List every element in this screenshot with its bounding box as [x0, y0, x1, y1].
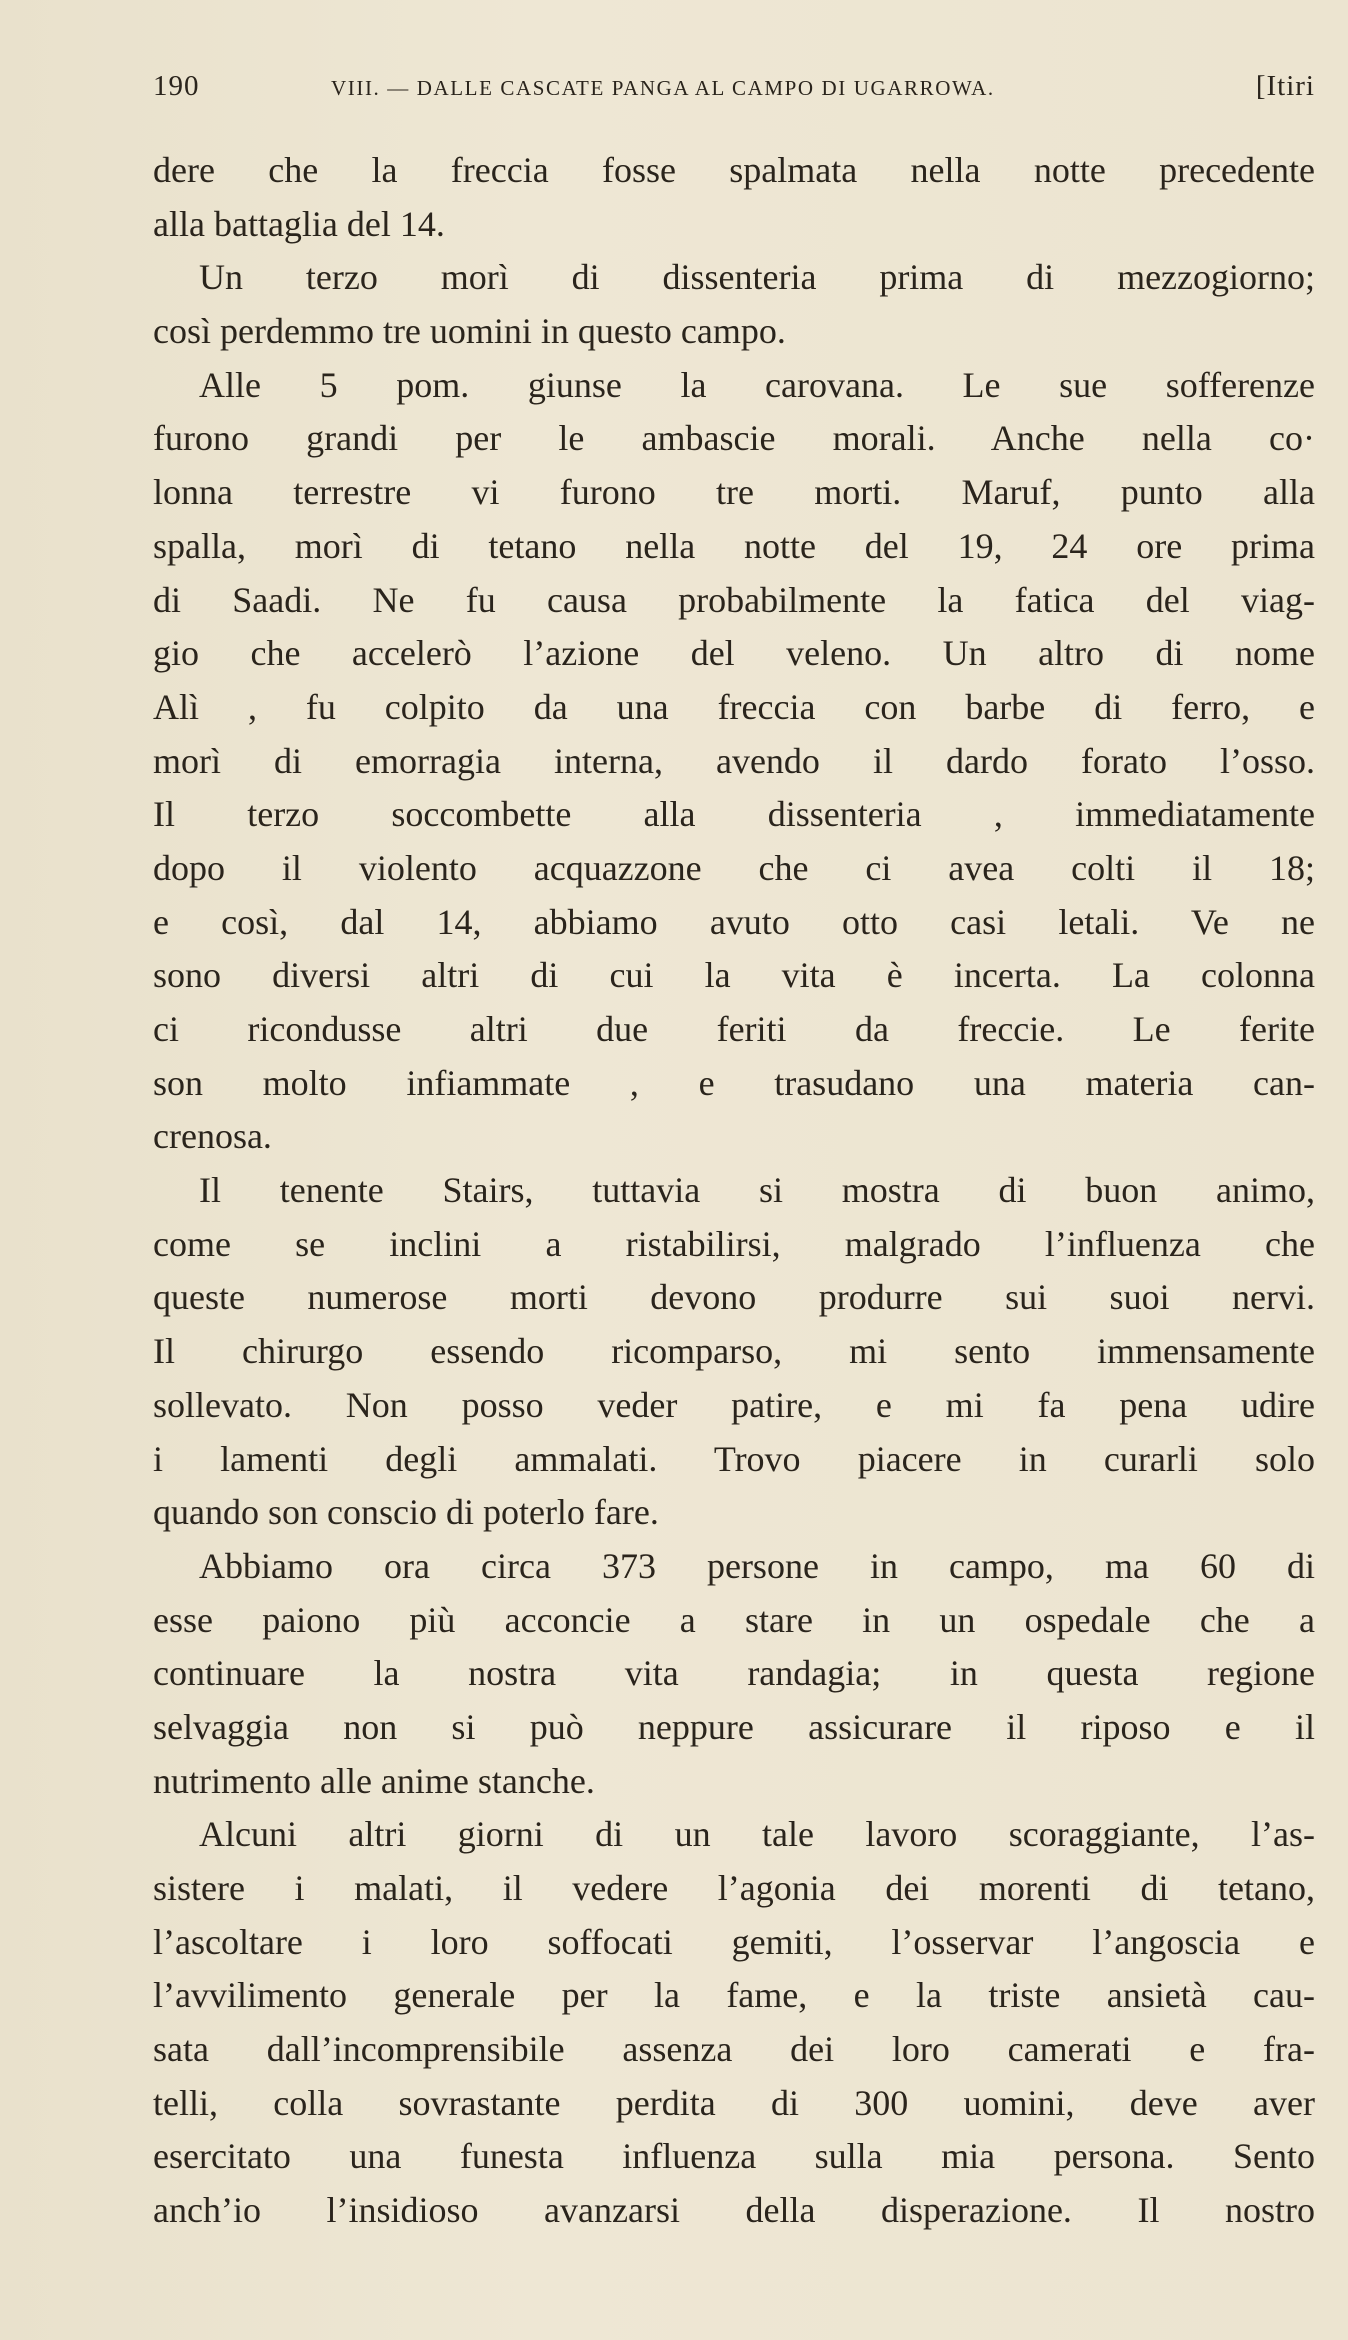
text-line: ci ricondusse altri due feriti da freccie. Le ferite	[153, 1009, 1315, 1049]
section-marker: [Itiri	[1255, 70, 1315, 102]
text-line: come se inclini a ristabilirsi, malgrado l’influenza che	[153, 1223, 1315, 1264]
text-line: quando son conscio di poterlo fare.	[153, 1492, 659, 1533]
running-head	[153, 70, 1315, 114]
text-line: sono diversi altri di cui la vita è incerta. La colonna	[153, 955, 1315, 996]
text-line: e così, dal 14, abbiamo avuto otto casi letali. Ve ne	[153, 901, 1315, 942]
text-line: morì di emorragia interna, avendo il dardo forato l’osso.	[153, 740, 1315, 781]
text-line: dopo il violento acquazzone che ci avea colti il 18;	[153, 847, 1315, 888]
text-line: gio che accelerò l’azione del veleno. Un altro di nome	[153, 633, 1315, 674]
text-line: esercitato una funesta influenza sulla mia persona. Sento	[153, 2136, 1315, 2177]
text-line: Un terzo morì di dissenteria prima di mezzogiorno;	[199, 257, 1315, 298]
text-line: Il chirurgo essendo ricomparso, mi sento immensamente	[153, 1331, 1315, 1372]
text-line: i lamenti degli ammalati. Trovo piacere in curarli solo	[153, 1438, 1315, 1479]
text-line: crenosa.	[153, 1116, 272, 1157]
text-line: sata dall’incomprensibile assenza dei loro camerati e fra-	[153, 2029, 1315, 2070]
text-line: lonna terrestre vi furono tre morti. Maruf, punto alla	[153, 472, 1315, 513]
text-line: Alcuni altri giorni di un tale lavoro scoraggiante, l’as-	[199, 1814, 1315, 1855]
text-line: esse paiono più acconcie a stare in un ospedale che a	[153, 1599, 1315, 1640]
body-text	[153, 144, 1315, 2238]
text-line: di Saadi. Ne fu causa probabilmente la fatica del viag-	[153, 579, 1315, 620]
text-line: anch’io l’insidioso avanzarsi della disperazione. Il nostro	[153, 2190, 1315, 2231]
text-line: telli, colla sovrastante perdita di 300 uomini, deve aver	[153, 2082, 1315, 2123]
chapter-title: VIII. — DALLE CASCATE PANGA AL CAMPO DI UGARROWA.	[331, 76, 995, 100]
text-line: furono grandi per le ambascie morali. Anche nella co·	[153, 418, 1315, 459]
text-line: così perdemmo tre uomini in questo campo.	[153, 311, 786, 352]
text-line: son molto infiammate , e trasudano una materia can-	[153, 1062, 1315, 1103]
text-line: alla battaglia del 14.	[153, 203, 445, 244]
text-line: sollevato. Non posso veder patire, e mi fa pena udire	[153, 1384, 1315, 1425]
text-line: dere che la freccia fosse spalmata nella notte precedente	[153, 150, 1315, 190]
text-line: l’ascoltare i loro soffocati gemiti, l’osservar l’angoscia e	[153, 1921, 1315, 1962]
text-line: continuare la nostra vita randagia; in questa regione	[153, 1653, 1315, 1694]
text-line: Il terzo soccombette alla dissenteria , immediatamente	[153, 794, 1315, 835]
text-line: sistere i malati, il vedere l’agonia dei morenti di tetano,	[153, 1868, 1315, 1908]
text-line: l’avvilimento generale per la fame, e la triste ansietà cau-	[153, 1975, 1315, 2016]
text-line: queste numerose morti devono produrre sui suoi nervi.	[153, 1277, 1315, 1318]
text-line: Alle 5 pom. giunse la carovana. Le sue sofferenze	[199, 364, 1315, 405]
text-line: Abbiamo ora circa 373 persone in campo, ma 60 di	[199, 1545, 1315, 1586]
text-line: nutrimento alle anime stanche.	[153, 1760, 595, 1801]
page-number: 190	[153, 70, 200, 102]
text-line: Alì , fu colpito da una freccia con barbe di ferro, e	[153, 686, 1315, 727]
text-line: spalla, morì di tetano nella notte del 19, 24 ore prima	[153, 525, 1315, 566]
text-line: Il tenente Stairs, tuttavia si mostra di buon animo,	[199, 1170, 1315, 1211]
text-line: selvaggia non si può neppure assicurare il riposo e il	[153, 1706, 1315, 1747]
